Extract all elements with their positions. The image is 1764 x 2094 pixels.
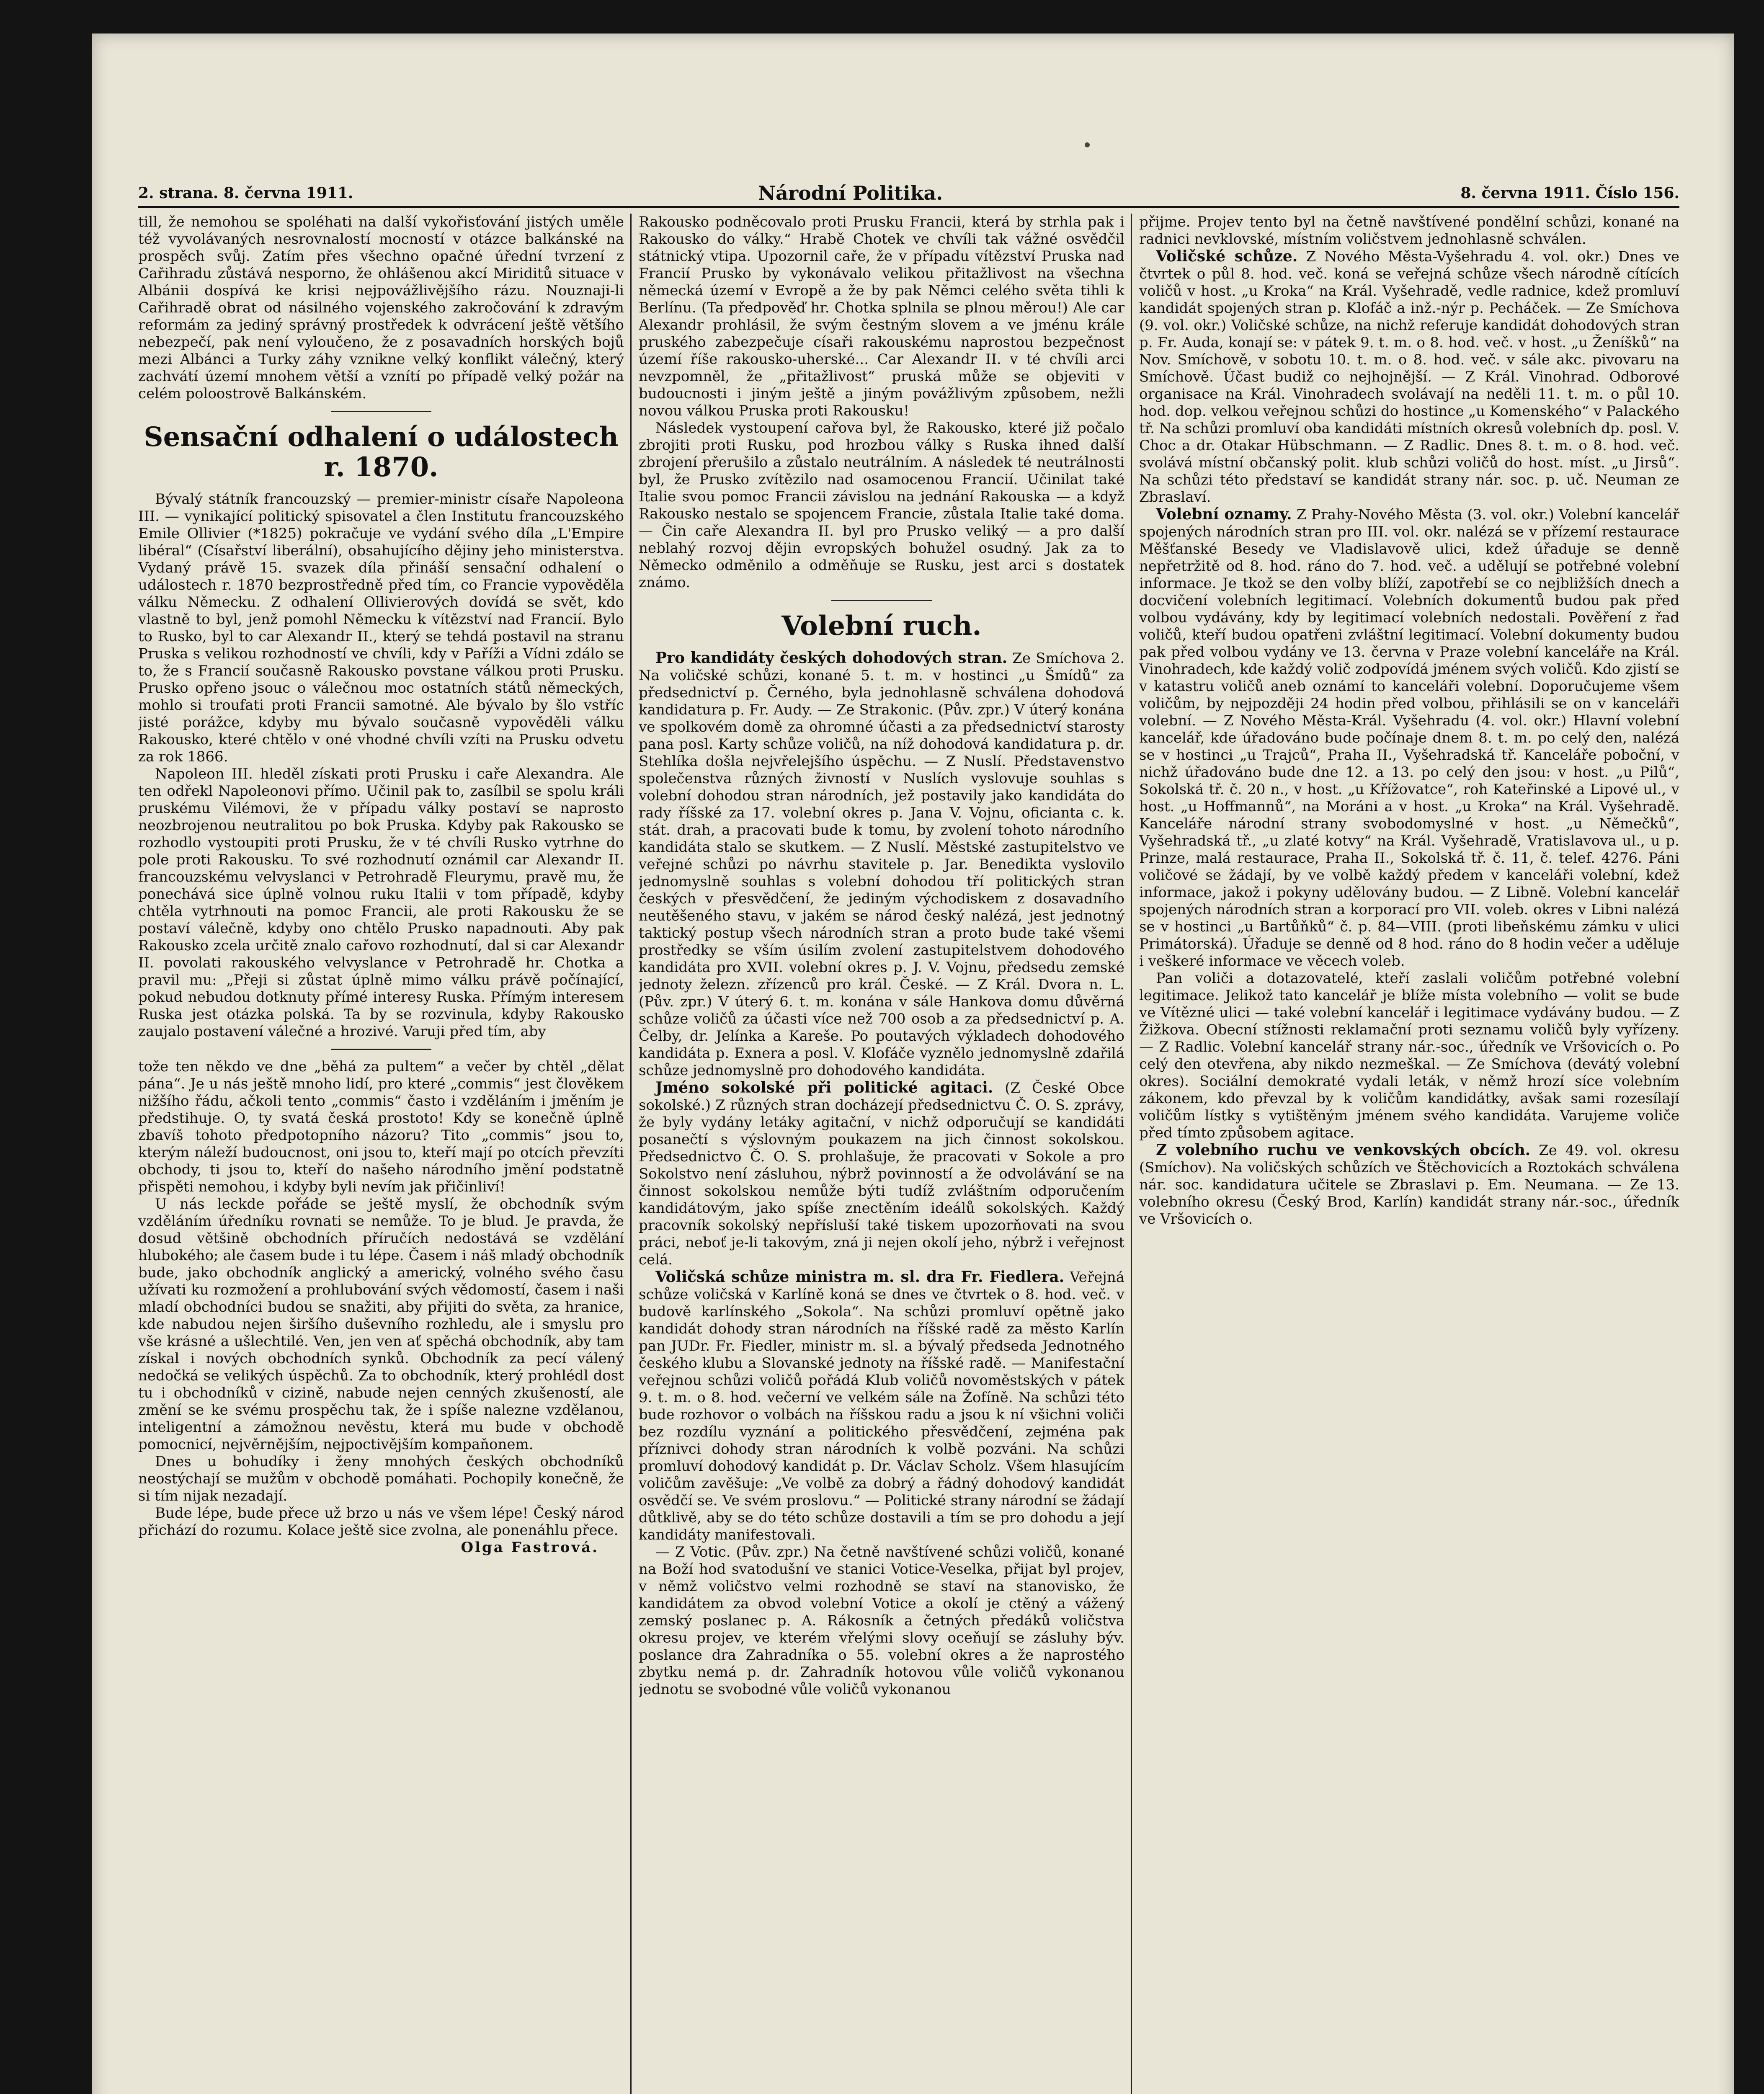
- author-signature: Olga Fastrová.: [461, 1539, 599, 1556]
- article-text: Ze Smíchova 2. Na voličské schůzi, konané 5. t. m. v hostinci „u Šmídů“ za předsednictví p. Černého, byla jednohlasně schválena dohodová kandidatura p. Fr. Audy. — Ze Strakonic. (Pův. zpr.) V úterý konána ve spolkovém domě za ohromné účasti a za předsednictví starosty pana posl. Karty schůze voličů, na níž dohodová kandidatura p. dr. Stehlíka došla nejvřelejšího úspěchu. — Z Nuslí. Představenstvo společenstva různých živností v Nuslích vyslovuje souhlas s volební dohodou stran národních, jež postavily jako kandidáta do rady říšské za 17. volební okres p. Jana V. Vojnu, oficianta c. k. stát. drah, a pracovati bude k tomu, by zvolení tohoto národního kandidáta stalo se skutkem. — Z Nuslí. Městské zastupitelstvo ve veřejné schůzi po návrhu stavitele p. Jar. Benedikta vyslovilo jednomyslně souhlas s volební dohodou tří politických stran českých v přesvědčení, že jediným východiskem z dosavadního neutěšeného stavu, v jakém se národ český nalézá, jest jednotný taktický postup všech národních stran a proto bude také všemi prostředky se vším úsilím zvolení zastupitelstvem dohodového kandidáta pro XVII. volební okres p. J. V. Vojnu, předsedu zemské jednoty železn. zřízenců pro král. České. — Z Král. Dvora n. L. (Pův. zpr.) V úterý 6. t. m. konána v sále Hankova domu důvěrná schůze voličů za účasti více než 700 osob a za předsednictví p. A. Čelby, dr. Jelínka a Kareše. Po poutavých výkladech dohodového kandidáta p. Exnera a posl. V. Klofáče vyznělo jednomyslně zdařilá schůze jednomyslně pro dohodového kandidáta.: [639, 650, 1124, 1079]
- column-1: [138, 214, 624, 2094]
- masthead-right: 8. června 1911. Číslo 156.: [1460, 184, 1679, 202]
- article-text: Dnes u bohudíky i ženy mnohých českých obchodníků neostýchají se mužům v obchodě pomáhati. Pochopily konečně, že si tím nijak nezadají.: [138, 1453, 624, 1504]
- column-rule: [1131, 214, 1132, 2094]
- newspaper-title: Národní Politika.: [758, 182, 943, 204]
- article-text: Z Nového Města-Vyšehradu 4. vol. okr.) Dnes ve čtvrtek o půl 8. hod. več. koná se veřejná schůze všech národně cítících voličů v host. „u Kroka“ na Král. Vyšehradě, vedle radnice, kdež promluví kandidát spojených stran p. Klofáč a inž.-nýr p. Pecháček. — Ze Smíchova (9. vol. okr.) Voličské schůze, na nichž referuje kandidát dohodových stran p. Fr. Auda, konají se: v pátek 9. t. m. o 8. hod. več. v host. „u Ženíšků“ na Nov. Smíchově, v sobotu 10. t. m. o 8. hod. več. v sále akc. pivovaru na Smíchově. Účast budiž co nejhojnější. — Z Král. Vinohrad. Odborové organisace na Král. Vinohradech svolávají na neděli 11. t. m. o půl 10. hod. dop. velkou veřejnou schůzi do hostince „u Komenského“ v Palackého tř. Na schůzi promluví oba kandidáti místních okresů volebních dp. posl. V. Choc a dr. Otakar Hübschmann. — Z Radlic. Dnes 8. t. m. o 8. hod. več. svolává místní občanský polit. klub schůzi voličů do host. míst. „u Jirsů“. Na schůzi této představí se kandidát strany nár. soc. p. uč. Neuman ze Zbraslaví.: [1139, 248, 1679, 505]
- column-3: [1139, 214, 1679, 2094]
- article-text: (Z České Obce sokolské.) Z různých stran docházejí předsednictvu Č. O. S. zprávy, že byly vydány letáky agitační, v nichž odporučují se kandidáti posanečtí s výslovným poukazem na jich činnost sokolskou. Předsednictvo Č. O. S. prohlašuje, že pracovati v Sokole a pro Sokolstvo není zásluhou, nýbrž povinností a že odvolávání se na činnost sokolskou nemůže býti tudíž zvláštním odporučením kandidátovým, jako spíše znectěním ideálů sokolských. Každý pracovník sokolský nepřísluší také tiskem upozorňovati na svou práci, neboť je-li takovým, zná ji nejen okolí jeho, nýbrž i veřejnost celá.: [639, 1080, 1124, 1268]
- separator: [831, 600, 932, 601]
- column-rule: [630, 214, 632, 2094]
- separator: [331, 411, 431, 412]
- article-text: Napoleon III. hleděl získati proti Prusku i caře Alexandra. Ale ten odřekl Napoleonovi přímo. Učinil pak to, zasílbil se spolu králi pruskému Vilémovi, že v případu války postaví se naprosto neozbrojenou neutralitou po bok Pruska. Kdyby pak Rakousko se rozhodlo vystoupiti proti Prusku, že v té chvíli Rusko vytrhne do pole proti Rakousku. To své rozhodnutí oznámil car Alexandr II. francouzskému velvyslanci v Petrohradě Fleurymu, pravě mu, že ponechává sice úplně volnou ruku Italii v tom případě, kdyby chtěla vytrhnouti na pomoc Francii, ale proti Rakousku že se postaví válečně, kdyby ono chtělo Prusko napadnouti. Aby pak Rakousko zcela určitě znalo cařovo rozhodnutí, dal si car Alexandr II. povolati rakouského velvyslance v Petrohradě hr. Chotka a pravil mu: „Přeji si zůstat úplně mimo válku právě počínající, pokud nebudou dotknuty přímé interesy Ruska. Přímým interesem Ruska jest otázka polská. Ta by se rozvinula, kdyby Rakousko zaujalo postavení válečné a hrozivé. Varuji před tím, aby: [138, 766, 624, 1040]
- article-headline: Sensační odhalení o událostech r. 1870.: [144, 421, 619, 483]
- article-text: Ze 49. vol. okresu (Smíchov). Na voličských schůzích ve Štěchovicích a Roztokách schválena nár. soc. kandidatura učitele se Zbraslavi p. Em. Neumana. — Ze 13. volebního okresu (Český Brod, Karlín) kandidát strany nár.-soc., úředník ve Vršovicích o.: [1139, 1142, 1679, 1228]
- section-subhead: Voličské schůze.: [1156, 248, 1298, 265]
- masthead: [138, 184, 1679, 209]
- section-headline: Volební ruch.: [781, 610, 982, 642]
- article-text: tože ten někdo ve dne „běhá za pultem“ a večer by chtěl „dělat pána“. Je u nás ještě mnoho lidí, pro které „commis“ jest člověkem nižšího řádu, ačkoli tento „commis“ často i vzděláním i jměním je předstihuje. O, ty svatá česká prostoto! Kdy se konečně úplně zbavíš tohoto předpotopního názoru? Tito „commis“ jsou to, kterým náleží budoucnost, oni jsou to, kteří mají po otcích převzíti obchody, ti jsou to, kteří do našeho národního jmění podstatně přispěti nemohou, i kdyby byli nevím jak přičinliví!: [138, 1058, 624, 1195]
- article-text: Veřejná schůze voličská v Karlíně koná se dnes ve čtvrtek o 8. hod. več. v budově karlínského „Sokola“. Na schůzi promluví opětně jako kandidát dohody stran národních na říšské radě za město Karlín pan JUDr. Fr. Fiedler, ministr m. sl. a bývalý předseda Jednotného českého klubu a Slovanské jednoty na říšské radě. — Manifestační veřejnou schůzi voličů pořádá Klub voličů novoměstských v pátek 9. t. m. o 8. hod. večerní ve velkém sále na Žofíně. Na schůzi této bude rozhovor o volbách na říšskou radu a jsou k ní všichni voliči bez rozdílu vyznání a politického přesvědčení, zejména pak příznivci dohody stran národních k volbě pozváni. Na schůzi promluví dohodový kandidát p. Dr. Václav Scholz. Všem hlasujícím voličům zavěšuje: „Ve volbě za dobrý a řádný dohodový kandidát osvědčí se. Ve svém proslovu.“ — Politické strany národní se žádají důtklivě, aby se do této schůze dostavili a tím se pro dohodu a její kandidáty manifestovali.: [639, 1269, 1124, 1543]
- paper-hole: [1085, 142, 1090, 147]
- article-text: Pan voliči a dotazovatelé, kteří zaslali voličům potřebné volební legitimace. Jelikož tato kancelář je blíže místa volebního — volit se bude ve Vítězné ulici — také volební kancelář i legitimace vydávány budou. — Z Žižkova. Obecní stížnosti reklamační proti seznamu voličů byly vyřízeny. — Z Radlic. Volební kancelář strany nár.-soc., úředník ve Vršovicích o. Po celý den otevřena, aby nikdo nezmeškal. — Ze Smíchova (devátý volební okres). Sociální demokraté vydali leták, v němž hrozí síce volebním zákonem, kdo převzal by k voličům kandidátky, avšak sami rozesílají voličům lístky s vytištěným jménem svého kandidáta. Varujeme voliče před tímto způsobem agitace.: [1139, 970, 1679, 1141]
- section-subhead: Volební oznamy.: [1156, 505, 1292, 523]
- separator: [331, 1049, 431, 1050]
- masthead-rule: [138, 206, 1679, 208]
- article-text: till, že nemohou se spoléhati na další vykořisťování jistých uměle též vyvolávaných nesrovnalostí mocností v otázce balkánské na prospěch svůj. Zatím přes všechno opačné úřední tvrzení z Cařihradu zůstává nesporno, že ohlášenou akcí Miriditů situace v Albánii dospívá ke krisi nejpovážlivějšího rázu. Nouznaji-li Cařihradě obrat od násilného vojenského zakročování k zdravým reformám za jediný správný prostředek k odvrácení ještě většího nebezpečí, pak není vyloučeno, že z posavadních horských bojů mezi Albánci a Turky záhy vznikne velký konflikt válečný, který zachvátí území mnohem větší a vznítí po případě velký požár na celém poloostrově Balkánském.: [138, 214, 624, 402]
- section-subhead: Z volebního ruchu ve venkovských obcích.: [1156, 1141, 1531, 1159]
- section-subhead: Jméno sokolské při politické agitaci.: [655, 1079, 993, 1096]
- section-subhead: Pro kandidáty českých dohodových stran.: [655, 649, 1008, 667]
- section-subhead: Voličská schůze ministra m. sl. dra Fr. Fiedlera.: [655, 1268, 1065, 1286]
- article-text: Rakousko podněcovalo proti Prusku Francii, která by strhla pak i Rakousko do války.“ Hrabě Chotek ve chvíli tak vážné osvědčil státnický vtipa. Upozornil caře, že v případu vítězství Pruska nad Francií Prusko by vykonávalo velikou přitažlivost na všechna německá území v Evropě a že by pak Němci celého světa tihli k Berlínu. (Ta předpověď hr. Chotka splnila se plnou měrou!) Ale car Alexandr prohlásil, že svým čestným slovem a ve jménu krále pruského zabezpečuje císaři rakouskému naprostou bezpečnost území říše rakousko-uherské... Car Alexandr II. v té chvíli arci nevzpomněl, že „přitažlivost“ pruská může se objeviti v budoucnosti i jiným ještě a jiným povážlivým způsobem, nežli novou válkou Pruska proti Rakousku!: [639, 214, 1124, 419]
- masthead-left: 2. strana. 8. června 1911.: [138, 184, 353, 202]
- article-text: Z Prahy-Nového Města (3. vol. okr.) Volební kancelář spojených národních stran pro III. vol. okr. nalézá se v přízemí restaurace Měšťanské Besedy ve Vladislavově ulici, kdež úřaduje se denně nepřetržitě od 8. hod. ráno do 7. hod. več. a udělují se potřebné volební informace. Je tkož se den volby blíží, zapotřebí se co nejbližších dnech a docvičení volebních legitimací. Volebních dokumentů budou pak před volbou vydávány, kdy by legitimací volebních nedostali. Pověření z řad voličů, kteří budou opatřeni zvláštní legitimací. Volební dokumenty budou pak před volbou vydány ve 13. června v Praze volební kanceláře na Král. Vinohradech, kde každý volič zodpovídá jménem svých voličů. Kdo zjistí se v katastru voličů aneb oznámí to kanceláři volební. Doporučujeme všem voličům, by nejpozději 24 hodin před volbou, přihlásili se on v kanceláři volební. — Z Nového Města-Král. Vyšehradu (4. vol. okr.) Hlavní volební kancelář, kde úřadováno bude počínaje dnem 8. t. m. po celý den, nalézá se v hostinci „u Trajců“, Praha II., Vyšehradská tř. Kanceláře poboční, v nichž úřadováno bude dne 12. a 13. po celý den jsou: v host. „u Pilů“, Sokolská tř. č. 20 n., v host. „u Křížovatce“, roh Kateřinské a Lipové ul., v host. „u Hoffmannů“, na Moráni a v host. „u Kroka“ na Král. Vyšehradě. Kanceláře národní strany svobodomyslné v host. „u Němečků“, Vyšehradská tř., „u zlaté kotvy“ na Král. Vyšehradě, Vratislavova ul., u p. Prinze, malá restaurace, Praha II., Sokolská tř. č. 11, č. telef. 4276. Páni voličové se žádají, by ve volbě každý předem v kanceláři volební, kdež informace, jakož i pokyny udělovány budou. — Z Libně. Volební kancelář spojených národních stran a korporací pro VII. voleb. okres v Libni nalézá se v hostinci „u Bartůňků“ č. p. 84—VIII. (proti libeňskému zámku v ulici Primátorská). Úřaduje se denně od 8 hod. ráno do 8 hodin večer a uděluje i veškeré informace ve věcech voleb.: [1139, 506, 1679, 970]
- column-2: [639, 214, 1124, 2094]
- article-text: — Z Votic. (Pův. zpr.) Na četně navštívené schůzi voličů, konané na Boží hod svatodušní ve stanici Votice-Veselka, přijat byl projev, v němž voličstvo velmi rozhodně se staví na stanovisko, že kandidátem za obvod volební Votice a okolí je ctěný a vážený zemský poslanec p. A. Rákosník a četných předáků voličstva okresu projev, ve kterém vřelými slovy oceňují se zásluhy býv. poslance dra Zahradníka o 55. volební okres a že naprostého zbytku nemá p. dr. Zahradník hotovou vůle voličů vykonanou jednotu se svobodné vůle voličů vykonanou: [639, 1544, 1124, 1698]
- article-text: Bude lépe, bude přece už brzo u nás ve všem lépe! Český národ přichází do rozumu. Kolace ještě sice zvolna, ale ponenáhlu přece.: [138, 1505, 624, 1539]
- article-text: Následek vystoupení cařova byl, že Rakousko, které již počalo zbrojiti proti Rusku, pod hrozbou války s Ruska ihned další zbrojení přerušilo a zůstalo neutrálním. A následek té neutrálnosti byl, že Prusko zvítězilo nad osamocenou Francií. Učinilat také Italie svou pomoc Francii závislou na jednání Rakouska — a když Rakousko nestalo se spojencem Francie, zůstala Italie také doma. — Čin caře Alexandra II. byl pro Prusko veliký — a pro další neblahý rozvoj dějin evropských bohužel osudný. Jak za to Německo odměnilo a odměňuje se Rusku, jest arci s dostatek známo.: [639, 420, 1124, 591]
- article-text: U nás leckde pořáde se ještě myslí, že obchodník svým vzděláním úředníku rovnati se nemůže. To je blud. Je pravda, že dosud většině obchodních příručích nedostává se vzdělání hlubokého; ale časem bude i tu lépe. Časem i náš mladý obchodník bude, jako obchodník anglický a americký, volného svého času užívati ku rozmožení a prohlubování svých vědomostí, časem i naši mladí obchodníci budou se snažiti, aby přijiti do světa, za hranice, kde nabudou nejen širšího duševního rozhledu, ale i smyslu pro vše krásné a ušlechtilé. Ven, jen ven ať spěchá obchodník, aby tam získal i nových obchodních synků. Obchodník za pecí válený nedočká se velikých úspěchů. Za to obchodník, který prohlédl dost tu i obchodníků v cizině, nabude nejen cenných zkušeností, ale změní se ke svému prospěchu tak, že i spíše nalezne vzdělanou, inteligentní a zámožnou nevěstu, která mu bude v obchodě pomocnicí, nejvěrnějším, nejpoctivějším kompaňonem.: [138, 1196, 624, 1453]
- article-text: přijme. Projev tento byl na četně navštívené pondělní schůzi, konané na radnici nevklovské, místním voličstvem jednohlasně schválen.: [1139, 214, 1679, 248]
- article-text: Bývalý státník francouzský — premier-ministr císaře Napoleona III. — vynikající politický spisovatel a člen Institutu francouzského Emile Ollivier (*1825) pokračuje ve vydání svého díla „L'Empire libéral“ (Císařství liberální), obsahujícího dějiny jeho ministerstva. Vydaný právě 15. svazek díla přináší sensační odhalení o událostech r. 1870 bezprostředně před tím, co Francie vypověděla válku Německu. Z odhalení Ollivierových dovídá se svět, kdo vlastně to byl, jenž pomohl Německu k vítězství nad Francií. Bylo to Rusko, byl to car Alexandr II., který se tehdá postavil na stranu Pruska s velikou rozhodností ve chvíli, kdy v Paříži a Vídni zdálo se to, že s Francií současně Rakousko povstane válkou proti Prusku. Prusko opřeno jsouc o válečnou moc ostatních států německých, mohlo si troufati proti Francii samotné. Ale bývalo by šlo vstříc jisté porážce, kdyby mu bývalo současně vypověděli válku Rakousko, které chtělo v oné vhodné chvíli vzíti na Prusku odvetu za rok 1866.: [138, 491, 624, 765]
